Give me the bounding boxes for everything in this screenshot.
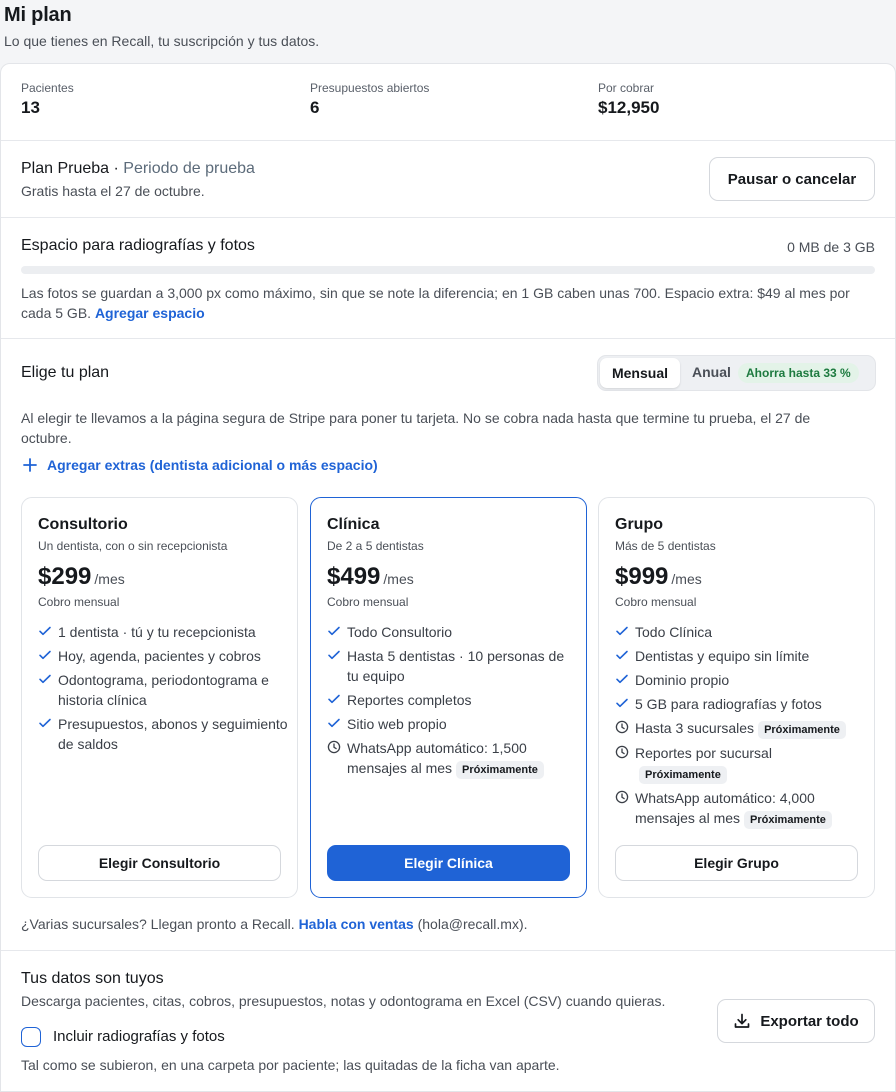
plan-feature [327, 714, 577, 734]
check-icon [327, 716, 341, 730]
check-icon [38, 716, 52, 730]
sales-prefix: ¿Varias sucursales? Llegan pronto a Recall. [21, 916, 299, 932]
current-plan-name: Plan Prueba [21, 160, 110, 177]
plan-feature [327, 622, 577, 642]
plan-feature-text: Hoy, agenda, pacientes y cobros [58, 648, 261, 664]
plan-feature [38, 646, 288, 666]
billing-toggle [597, 355, 876, 391]
stripe-note: Al elegir te llevamos a la página segura de Stripe para poner tu tarjeta. No se cobra nada hasta que termine tu prueba, el 27 de octubre. [21, 410, 811, 446]
current-plan-note: Gratis hasta el 27 de octubre. [21, 183, 205, 199]
plan-price [615, 563, 702, 591]
plan-feature-list [615, 622, 865, 833]
toggle-monthly[interactable]: Mensual [600, 358, 680, 388]
pause-cancel-button[interactable]: Pausar o cancelar [709, 157, 875, 201]
data-export-description: Descarga pacientes, citas, cobros, presupuestos, notas y odontograma en Excel (CSV) cuando quieras. [21, 993, 666, 1009]
plan-feature [615, 670, 865, 690]
plan-feature-text: Dentistas y equipo sin límite [635, 648, 810, 664]
divider [1, 140, 895, 141]
plan-feature [615, 694, 865, 714]
current-plan-status: Periodo de prueba [123, 160, 255, 177]
plan-billing: Cobro mensual [615, 595, 697, 609]
plan-name: Consultorio [38, 516, 128, 533]
plan-feature-text: WhatsApp automático: 4,000 mensajes al mes [635, 790, 815, 826]
plan-card-consultorio [21, 497, 298, 898]
plan-feature [327, 690, 577, 710]
page-subtitle: Lo que tienes en Recall, tu suscripción y tus datos. [4, 33, 320, 49]
sales-note [21, 916, 528, 932]
plan-feature-text: Hasta 5 dentistas · 10 personas de tu equipo [347, 648, 565, 684]
stat-value: 13 [21, 98, 40, 117]
plan-price-period: /mes [671, 571, 702, 587]
divider [1, 217, 895, 218]
check-icon [327, 624, 341, 638]
plus-icon [21, 456, 39, 474]
check-icon [38, 624, 52, 638]
divider [1, 338, 895, 339]
plan-feature [615, 622, 865, 642]
plan-feature [327, 646, 577, 686]
plan-billing: Cobro mensual [38, 595, 120, 609]
plan-feature [327, 738, 577, 779]
toggle-annual[interactable]: Anual [692, 364, 731, 380]
export-all-label: Exportar todo [760, 1012, 859, 1030]
coming-soon-badge: Próximamente [758, 721, 846, 739]
plan-description: Un dentista, con o sin recepcionista [38, 539, 228, 553]
storage-progress-bar [21, 266, 875, 274]
stat-value: $12,950 [598, 98, 660, 117]
plan-separator: · [109, 160, 124, 177]
plan-billing: Cobro mensual [327, 595, 409, 609]
coming-soon-badge: Próximamente [456, 761, 544, 779]
choose-plan-button[interactable]: Elegir Consultorio [38, 845, 281, 881]
clock-icon [327, 740, 341, 754]
add-space-link[interactable]: Agregar espacio [94, 305, 205, 321]
stat-label: Pacientes [21, 81, 74, 95]
storage-title: Espacio para radiografías y fotos [21, 237, 255, 254]
stat-label: Por cobrar [598, 81, 655, 95]
data-export-title: Tus datos son tuyos [21, 970, 164, 987]
plan-feature-text: Odontograma, periodontograma e historia clínica [58, 672, 269, 708]
plan-feature-list [327, 622, 577, 783]
plan-price [327, 563, 414, 591]
savings-badge: Ahorra hasta 33 % [738, 363, 859, 383]
stat-value: 6 [310, 98, 320, 117]
page-title: Mi plan [4, 4, 72, 26]
choose-plan-button[interactable]: Elegir Grupo [615, 845, 858, 881]
plan-feature [615, 743, 865, 784]
plan-feature [38, 622, 288, 642]
stat-label: Presupuestos abiertos [310, 81, 430, 95]
plan-feature-text: Sitio web propio [347, 716, 447, 732]
plan-feature-text: Hasta 3 sucursales [635, 720, 755, 736]
include-photos-label[interactable]: Incluir radiografías y fotos [53, 1028, 225, 1045]
stat-open-quotes [310, 81, 429, 118]
download-icon [733, 1012, 751, 1030]
coming-soon-badge: Próximamente [639, 766, 727, 784]
plan-feature-text: WhatsApp automático: 1,500 mensajes al mes [347, 740, 527, 776]
plan-feature-text: Dominio propio [635, 672, 730, 688]
plan-feature [38, 670, 288, 710]
stat-patients [21, 81, 74, 118]
current-plan-title [21, 160, 255, 178]
check-icon [615, 696, 629, 710]
plan-feature-text: 5 GB para radiografías y fotos [635, 696, 822, 712]
check-icon [615, 648, 629, 662]
plan-price-period: /mes [94, 571, 125, 587]
choose-plan-button[interactable]: Elegir Clínica [327, 845, 570, 881]
check-icon [327, 692, 341, 706]
sales-suffix: (hola@recall.mx). [413, 916, 528, 932]
check-icon [38, 648, 52, 662]
check-icon [38, 672, 52, 686]
data-export-footnote: Tal como se subieron, en una carpeta por paciente; las quitadas de la ficha van aparte. [21, 1057, 560, 1073]
clock-icon [615, 790, 629, 804]
plan-price-value: $999 [615, 563, 669, 590]
add-extras-label: Agregar extras (dentista adicional o más espacio) [47, 457, 378, 473]
contact-sales-link[interactable]: Habla con ventas [298, 916, 414, 932]
check-icon [615, 672, 629, 686]
plan-feature-text: Todo Clínica [635, 624, 713, 640]
stat-receivable [598, 81, 659, 118]
plan-card-grupo [598, 497, 875, 898]
plan-feature [615, 788, 865, 829]
plan-name: Grupo [615, 516, 663, 533]
include-photos-checkbox[interactable] [21, 1027, 41, 1047]
plan-price-period: /mes [383, 571, 414, 587]
plan-card-clinica [310, 497, 587, 898]
export-all-button[interactable] [717, 999, 875, 1043]
plan-feature-text: Reportes por sucursal [635, 745, 772, 761]
plan-feature-text: Todo Consultorio [347, 624, 453, 640]
plan-price-value: $299 [38, 563, 92, 590]
coming-soon-badge: Próximamente [744, 811, 832, 829]
plan-feature-text: Presupuestos, abonos y seguimiento de saldos [58, 716, 288, 752]
plan-feature-text: Reportes completos [347, 692, 472, 708]
plan-feature [38, 714, 288, 754]
choose-plan-title: Elige tu plan [21, 364, 110, 381]
plan-feature [615, 646, 865, 666]
plan-feature-list [38, 622, 288, 758]
plan-description: Más de 5 dentistas [615, 539, 716, 553]
plan-card-container [0, 63, 896, 1092]
clock-icon [615, 745, 629, 759]
plan-price [38, 563, 125, 591]
storage-description [21, 283, 877, 323]
storage-usage: 0 MB de 3 GB [787, 239, 875, 255]
storage-description-text: Las fotos se guardan a 3,000 px como máximo, sin que se note la diferencia; en 1 GB caben unas 700. Espacio extra: $49 al mes por cada 5 GB. [21, 285, 850, 321]
plan-feature-text: 1 dentista · tú y tu recepcionista [58, 624, 256, 640]
plan-description: De 2 a 5 dentistas [327, 539, 424, 553]
plan-feature [615, 718, 865, 739]
plan-name: Clínica [327, 516, 380, 533]
add-extras-link[interactable] [21, 456, 378, 474]
check-icon [615, 624, 629, 638]
plan-price-value: $499 [327, 563, 381, 590]
clock-icon [615, 720, 629, 734]
check-icon [327, 648, 341, 662]
divider [1, 950, 895, 951]
